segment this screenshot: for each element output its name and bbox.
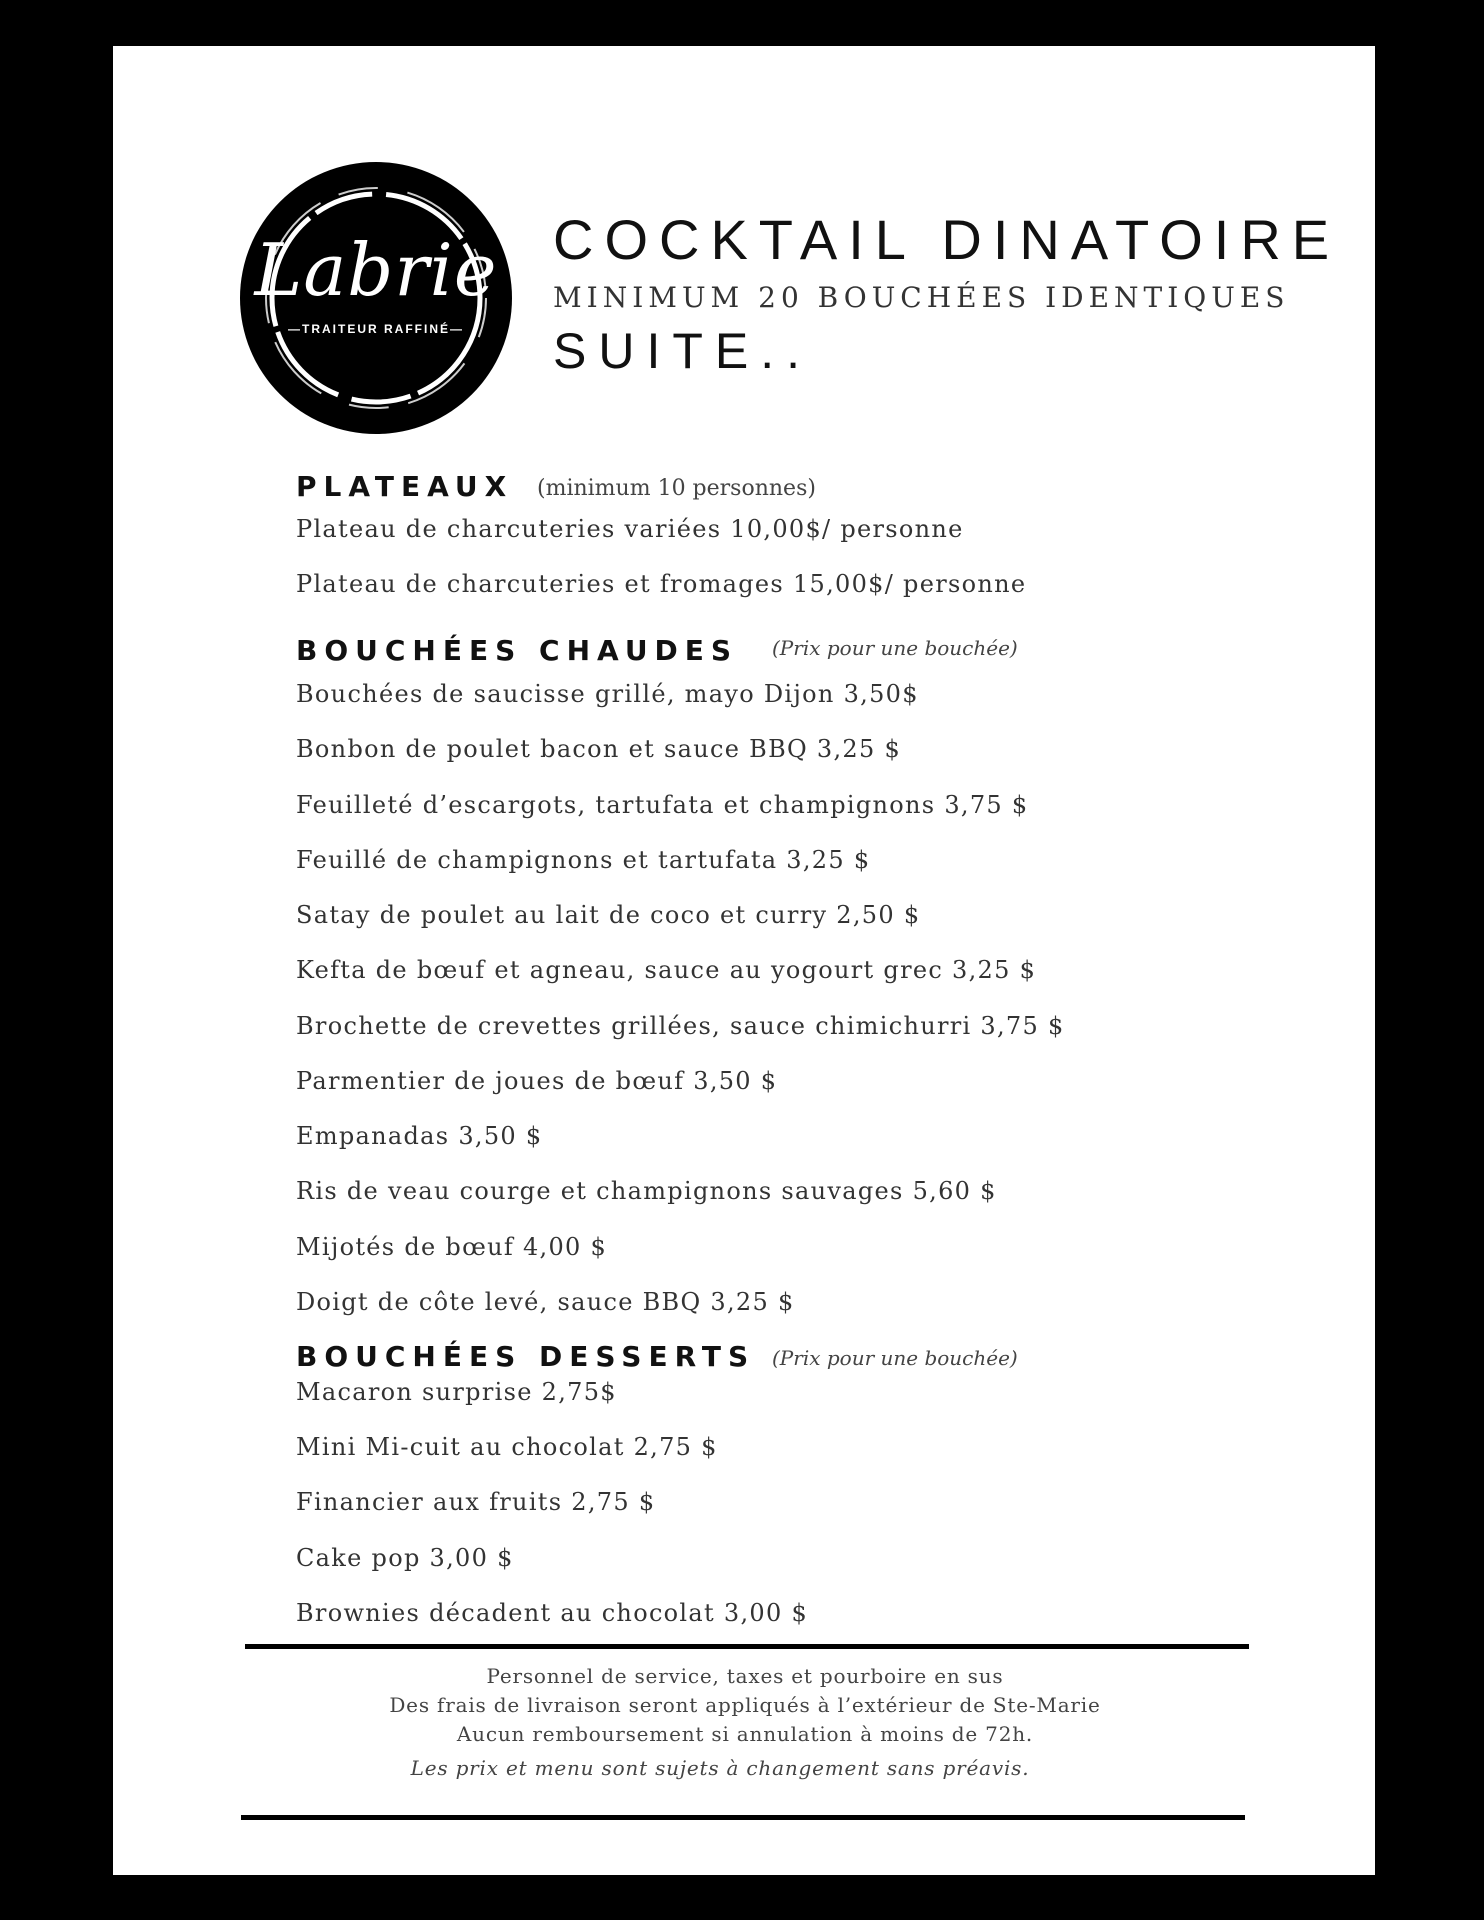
menu-item: Parmentier de joues de bœuf 3,50 $ [296, 1067, 778, 1095]
page-subtitle: MINIMUM 20 BOUCHÉES IDENTIQUES [553, 281, 1290, 314]
menu-item: Kefta de bœuf et agneau, sauce au yogourt grec 3,25 $ [296, 956, 1037, 984]
menu-item: Brochette de crevettes grillées, sauce chimichurri 3,75 $ [296, 1012, 1065, 1040]
footer-divider-bottom [241, 1815, 1245, 1820]
menu-item: Cake pop 3,00 $ [296, 1544, 514, 1572]
menu-item: Macaron surprise 2,75$ [296, 1378, 617, 1406]
menu-item: Plateau de charcuteries et fromages 15,00$/ personne [296, 570, 1027, 598]
footer-text: Des frais de livraison seront appliqués à l’extérieur de Ste-Marie [389, 1693, 1101, 1717]
menu-item: Ris de veau courge et champignons sauvages 5,60 $ [296, 1177, 997, 1205]
menu-item: Financier aux fruits 2,75 $ [296, 1488, 656, 1516]
menu-item: Plateau de charcuteries variées 10,00$/ personne [296, 515, 964, 543]
footer-disclaimer: Les prix et menu sont sujets à changement sans préavis. [410, 1756, 1030, 1780]
section-heading-plateaux: PLATEAUX [296, 470, 514, 503]
menu-item: Mijotés de bœuf 4,00 $ [296, 1233, 608, 1261]
menu-item: Feuilleté d’escargots, tartufata et champignons 3,75 $ [296, 791, 1029, 819]
menu-item: Satay de poulet au lait de coco et curry 2,50 $ [296, 901, 921, 929]
footer-text: Aucun remboursement si annulation à moins de 72h. [456, 1722, 1034, 1746]
footer-text: Personnel de service, taxes et pourboire en sus [486, 1664, 1004, 1688]
menu-item: Mini Mi-cuit au chocolat 2,75 $ [296, 1433, 718, 1461]
logo-tagline: —TRAITEUR RAFFINÉ— [288, 322, 464, 336]
menu-item: Doigt de côte levé, sauce BBQ 3,25 $ [296, 1288, 795, 1316]
section-heading-chaudes: BOUCHÉES CHAUDES [296, 634, 739, 667]
labrie-logo [240, 162, 512, 434]
section-note-chaudes: (Prix pour une bouchée) [772, 636, 1018, 660]
section-heading-desserts: BOUCHÉES DESSERTS [296, 1340, 756, 1373]
menu-item: Bonbon de poulet bacon et sauce BBQ 3,25 $ [296, 735, 902, 763]
menu-item: Bouchées de saucisse grillé, mayo Dijon 3,50$ [296, 680, 919, 708]
continued-label: SUITE.. [553, 323, 813, 379]
menu-item: Feuillé de champignons et tartufata 3,25 $ [296, 846, 871, 874]
section-note-plateaux: (minimum 10 personnes) [537, 476, 816, 501]
logo-script-text: Labrie [254, 228, 498, 312]
section-note-desserts: (Prix pour une bouchée) [772, 1346, 1018, 1370]
page-title: COCKTAIL DINATOIRE [553, 208, 1341, 271]
menu-item: Brownies décadent au chocolat 3,00 $ [296, 1599, 809, 1627]
footer-divider-top [245, 1644, 1249, 1649]
menu-item: Empanadas 3,50 $ [296, 1122, 543, 1150]
